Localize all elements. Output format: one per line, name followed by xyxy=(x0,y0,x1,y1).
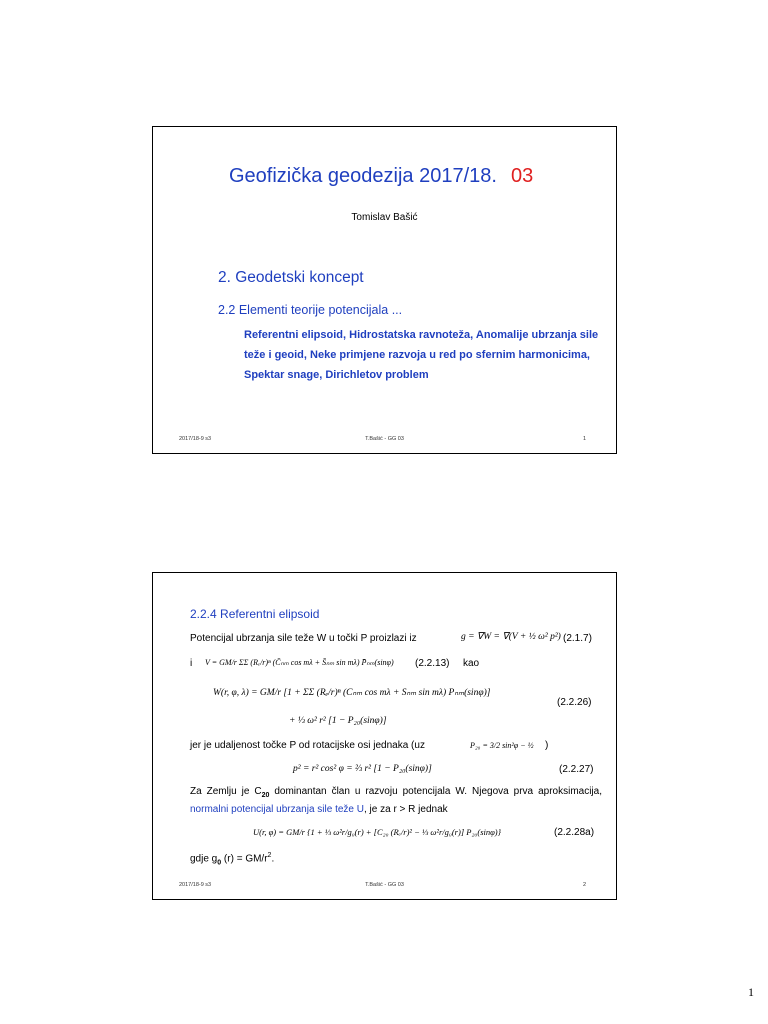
last-text-3: . xyxy=(271,853,275,865)
line2-suffix: kao xyxy=(463,658,480,669)
page-number: 1 xyxy=(748,985,754,999)
section-heading: 2.2.4 Referentni elipsoid xyxy=(190,607,320,621)
last-subscript: 0 xyxy=(217,859,222,867)
last-text-2: (r) = GM/r xyxy=(221,853,268,865)
slide-1 xyxy=(152,126,617,454)
title-number: 03 xyxy=(510,165,534,187)
eq-tag-2-2-27: (2.2.27) xyxy=(559,764,594,775)
equation-p20: P₂₀ = 3/2 sin²φ − ½ xyxy=(470,741,534,750)
para-text-3: , je za r > R jednak xyxy=(363,804,448,815)
subsection-heading: 2.2 Elementi teorije potencijala ... xyxy=(218,303,403,317)
eq-tag-2-2-13: (2.2.13) xyxy=(415,658,450,669)
text-line-1 xyxy=(190,633,417,644)
footer-author: T.Bašić - GG 03 xyxy=(365,436,404,442)
line2-prefix: i xyxy=(190,658,193,669)
equation-2-2-26-b: + ⅓ ω² r² [1 − P₂₀(sinφ)] xyxy=(289,716,387,726)
line1-text: Potencijal ubrzanja sile teže W u točki P proizlazi iz xyxy=(190,633,417,644)
eq-tag-2-2-28a: (2.2.28a) xyxy=(554,827,595,838)
text-line-last xyxy=(190,852,274,866)
eq-tag-2-2-26: (2.2.26) xyxy=(557,697,592,708)
equation-2-1-7: g = ∇W = ∇(V + ½ ω² p²) xyxy=(461,632,561,642)
equation-2-2-26-a: W(r, φ, λ) = GM/r [1 + ΣΣ (Rₑ/r)ⁿ (Cₙₘ cos mλ + Sₙₘ sin mλ) Pₙₘ(sinφ)] xyxy=(213,688,491,698)
eq-tag-2-1-7: (2.1.7) xyxy=(563,633,592,644)
equation-2-2-28a: U(r, φ) = GM/r {1 + ⅓ ω²r/g₀(r) + [C₂₀ (Rₑ/r)² − ⅓ ω²r/g₀(r)] P₂₀(sinφ)} xyxy=(253,827,502,837)
footer-page: 1 xyxy=(583,436,587,442)
last-superscript: 2 xyxy=(267,852,272,859)
paragraph-approximation xyxy=(190,785,602,817)
para-text-1: Za Zemlju je C xyxy=(190,786,262,797)
footer-date: 2017/18-9 s3 xyxy=(179,436,212,442)
footer-date: 2017/18-9 s3 xyxy=(179,882,212,888)
text-line-3-end: ) xyxy=(545,740,549,751)
slide-title xyxy=(229,165,533,188)
title-text: Geofizička geodezija 2017/18. xyxy=(229,165,497,187)
para-highlight: normalni potencijal ubrzanja sile teže U xyxy=(190,804,364,815)
slide-2 xyxy=(152,572,617,900)
footer-author: T.Bašić - GG 03 xyxy=(365,882,404,888)
footer-page: 2 xyxy=(583,882,587,888)
last-text-1: gdje g xyxy=(190,853,218,865)
author: Tomislav Bašić xyxy=(351,212,418,223)
text-line-3: jer je udaljenost točke P od rotacijske osi jednaka (uz xyxy=(190,740,425,751)
equation-2-2-13: V = GM/r ΣΣ (Rₑ/r)ⁿ (C̄ₙₘ cos mλ + S̄ₙₘ sin mλ) P̄ₙₘ(sinφ) xyxy=(205,658,394,667)
equation-2-2-27: p² = r² cos² φ = ⅔ r² [1 − P₂₀(sinφ)] xyxy=(293,764,432,774)
para-subscript: 20 xyxy=(261,792,270,799)
para-text-2: dominantan član u razvoju potencijala W. Njegova prva aproksimacija, xyxy=(269,786,602,797)
section-heading: 2. Geodetski koncept xyxy=(218,269,364,286)
topics-list: Referentni elipsoid, Hidrostatska ravnoteža, Anomalije ubrzanja sile teže i geoid, Neke primjene razvoja u red po sfernim harmonicima, Spektar snage, Dirichletov problem xyxy=(244,329,599,381)
